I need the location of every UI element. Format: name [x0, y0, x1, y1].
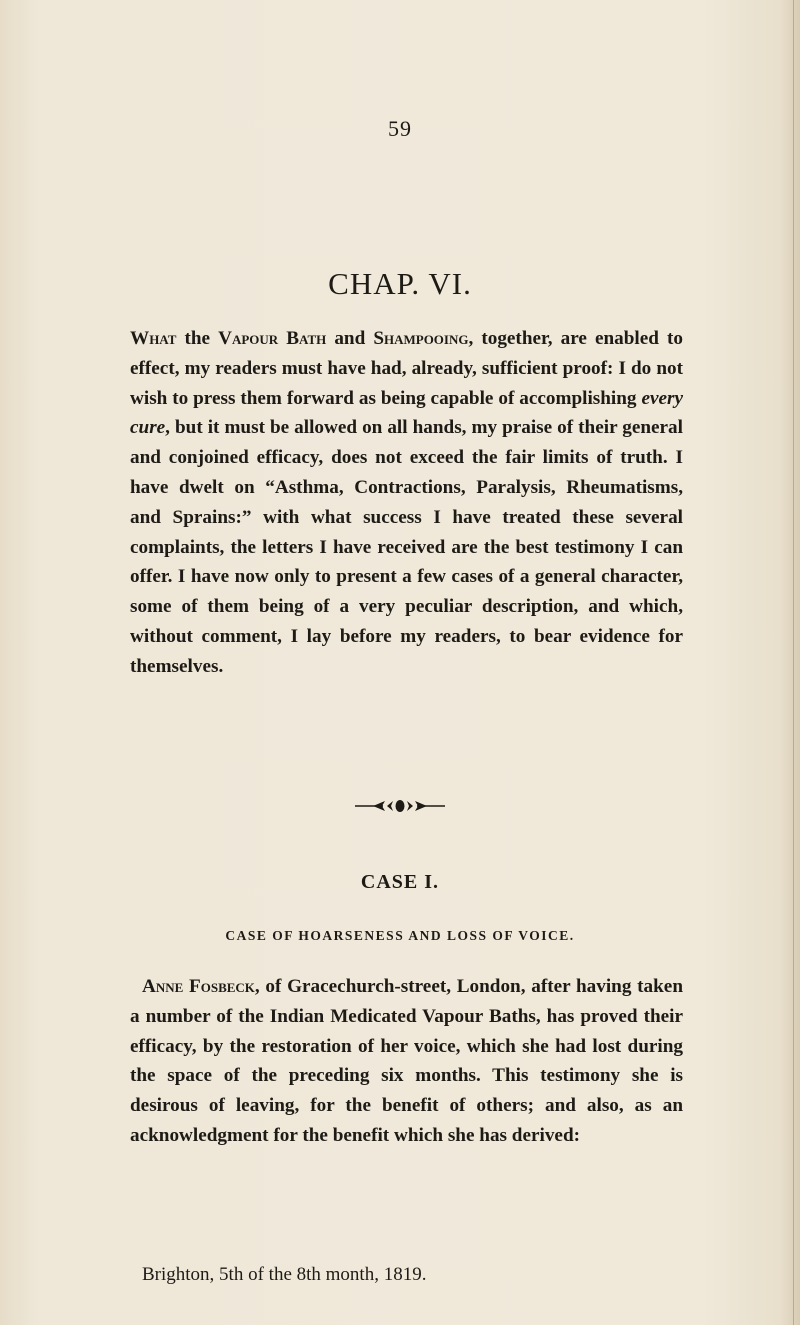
case-paragraph [130, 972, 683, 1151]
case-subtitle: CASE OF HOARSENESS AND LOSS OF VOICE. [225, 928, 575, 943]
case-patient-name: Anne Fosbeck, [142, 976, 260, 997]
case-body-text: of Gracechurch-street, London, after having taken a number of the Indian Medicated Vapour Baths, has proved their efficacy, by the restoration of her voice, which she had lost during the space of the preceding six months. This testimony she is desirous of leaving, for the benefit of others; and also, as an acknowledgment for the benefit which she has derived: [130, 976, 683, 1146]
case-title: CASE I. [360, 871, 440, 893]
chapter-title: CHAP. VI. [328, 266, 472, 301]
intro-paragraph [130, 324, 683, 682]
page-number: 59 [388, 116, 412, 141]
intro-what: What [130, 328, 177, 349]
intro-text-1: the [176, 328, 219, 349]
intro-text-4: , but it must be allowed on all hands, my praise of their general and conjoined efficacy, does not exceed the fair limits of truth. I have dwelt on “Asthma, Contractions, Paralysis, Rheumatisms, and Sprains:” with what success I have treated these several complaints, the letters I have received are the best testimony I can offer. I have now only to present a few cases of a general character, some of them being of a very peculiar description, and which, without comment, I lay before my readers, to bear evidence for themselves. [130, 417, 683, 677]
intro-text-3: , together, are enabled to effect, my readers must have had, already, sufficient proof: I do not wish to press them forward as being capable of accomplishing [130, 328, 683, 409]
intro-text-2: and [326, 328, 374, 349]
case-signature: Brighton, 5th of the 8th month, 1819. [142, 1264, 427, 1285]
intro-every-cure: every cure [130, 387, 683, 439]
page-edge-line [793, 0, 794, 1325]
intro-shampooing: Shampooing [373, 328, 469, 349]
decorative-rule-ornament-icon [0, 797, 800, 815]
intro-vapour-bath: Vapour Bath [218, 328, 327, 349]
